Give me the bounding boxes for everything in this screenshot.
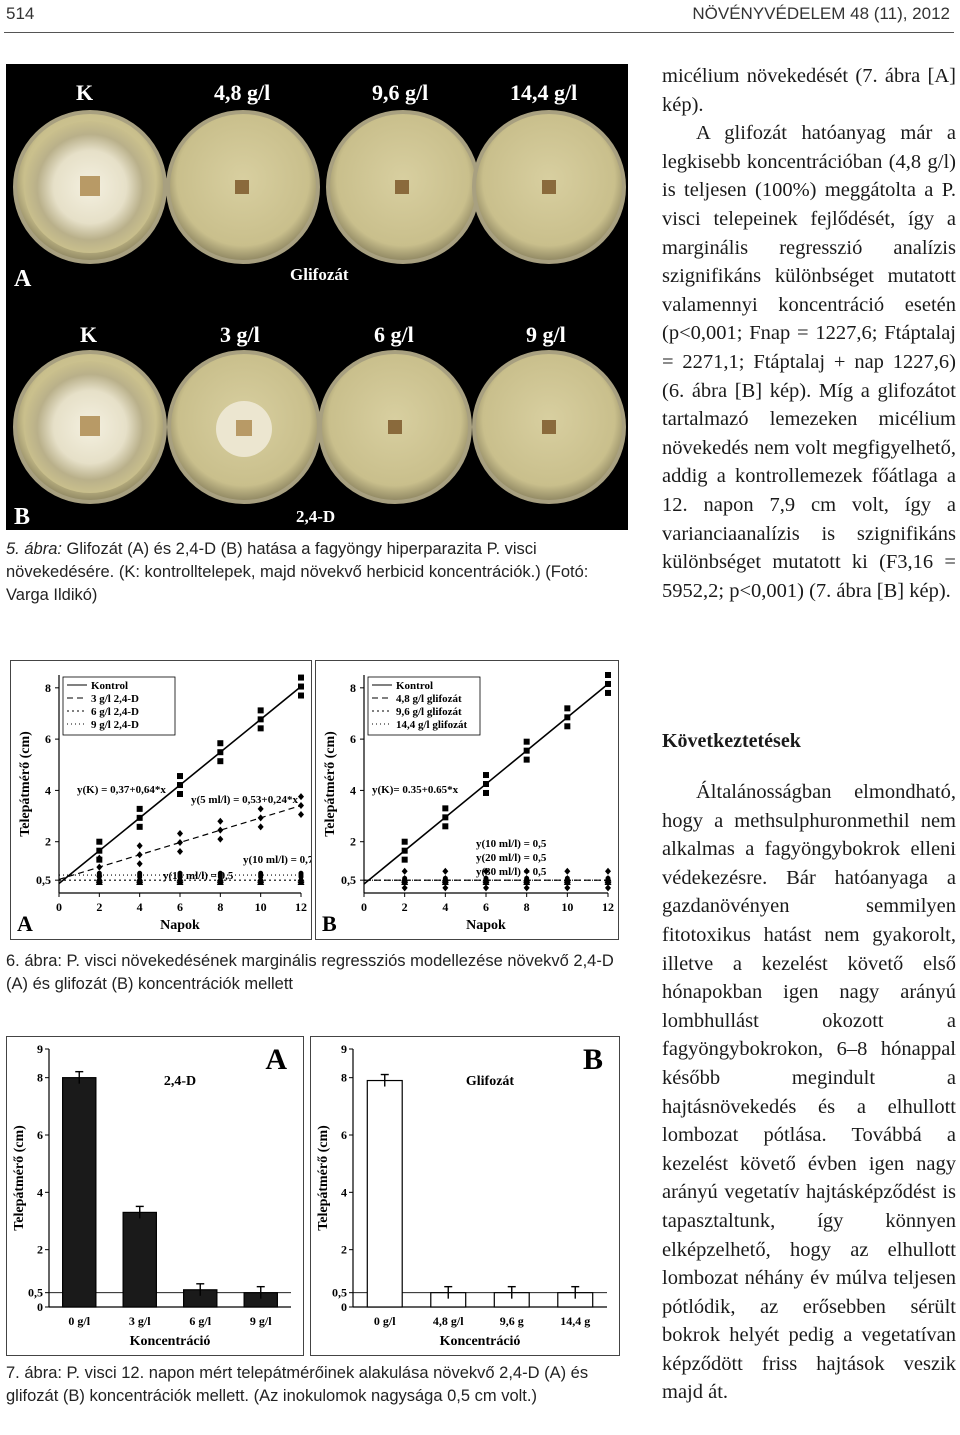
data-point — [258, 805, 264, 812]
panel-label: B — [582, 1043, 603, 1076]
data-point — [605, 884, 611, 891]
y-tick-label: 8 — [350, 680, 356, 695]
data-point — [483, 884, 489, 891]
data-point — [217, 827, 223, 834]
data-point — [177, 773, 183, 779]
x-tick-label: 6 — [177, 900, 183, 914]
data-point — [298, 811, 304, 818]
x-tick-label: 0 — [56, 900, 62, 914]
legend-label: 9 g/l 2,4-D — [91, 719, 139, 731]
panel-label: B — [322, 911, 337, 936]
x-tick-label: 2 — [401, 900, 408, 914]
data-point — [96, 839, 102, 845]
y-tick-label: 0,5 — [341, 873, 356, 888]
row-b-label-1: 3 g/l — [220, 322, 260, 347]
petri-dish-photo — [6, 64, 628, 530]
row-a-label-2: 9,6 g/l — [372, 80, 429, 105]
y-tick-label: 0,5 — [28, 1285, 43, 1300]
row-a-title: Glifozát — [290, 265, 349, 284]
data-point — [137, 871, 142, 876]
chart-title: Glifozát — [465, 1074, 515, 1089]
chart-title: 2,4-D — [163, 1074, 197, 1089]
data-point — [442, 814, 448, 820]
y-tick-label: 2 — [45, 834, 51, 849]
row-a-label-3: 14,4 g/l — [510, 80, 578, 105]
data-point — [483, 790, 489, 796]
row-b-label-0: K — [80, 322, 98, 347]
data-point — [258, 716, 264, 722]
equation-label: y(10 ml/l) = 0,5 — [476, 838, 547, 850]
x-tick-label: 4 — [442, 900, 449, 914]
x-tick-label: 4 — [136, 900, 143, 914]
data-point — [96, 864, 102, 871]
legend-label: 4,8 g/l glifozát — [396, 693, 462, 705]
data-point — [483, 772, 489, 778]
bar-chart-a — [6, 1036, 304, 1356]
y-tick-label: 2 — [37, 1242, 43, 1257]
panel-label: A — [265, 1043, 287, 1076]
legend-label: 9,6 g/l glifozát — [396, 706, 462, 718]
data-point — [137, 815, 143, 821]
y-tick-label: 6 — [45, 732, 51, 747]
data-point — [564, 705, 570, 711]
x-tick-label: 6 g/l — [189, 1314, 212, 1328]
data-point — [605, 868, 611, 875]
bar — [123, 1212, 156, 1307]
row-b-label-3: 9 g/l — [526, 322, 566, 347]
legend-label: 3 g/l 2,4-D — [91, 693, 139, 705]
data-point — [177, 782, 183, 788]
paragraph-1: micélium növekedését (7. ábra [A] kép). — [662, 65, 956, 116]
paragraph-3: Általánosságban elmondható, hogy a methsulphuronmethil nem alkalmas a fagyöngybokrok elleni védekezésre. Bár hatóanyaga a gazdanövényen semmilyen fitotoxikus hatást nem gyakorolt, illetve a kezelést követő első hónapokban igen nagy arányú lombhullást okozott a fagyöngybokrokon, 6–8 hónappal később megindult a hajtásnövekedés és a elhullott lombozat pótlása. Továbbá a kezelést követő évben igen nagy arányú vegetatív hajtásképződést is tapasztaltunk, így könnyen elképzelhető, hogy az elhullott lombozat néhány év múlva teljesen pótlódik, az erősebben sérült bokrok helyét pedig a vegetatívan képződött friss hajtások veszik majd át. — [662, 781, 956, 1404]
data-point — [298, 684, 304, 690]
x-tick-label: 6 — [483, 900, 489, 914]
data-point — [298, 675, 304, 681]
data-point — [442, 823, 448, 829]
data-point — [402, 848, 408, 854]
y-axis-label: Telepátmérő (cm) — [316, 1125, 331, 1231]
y-tick-label: 6 — [37, 1128, 43, 1142]
data-point — [97, 871, 102, 876]
bar — [63, 1078, 96, 1307]
row-a-label-0: K — [76, 80, 94, 105]
y-axis-label: Telepátmérő (cm) — [323, 731, 338, 837]
data-point — [217, 740, 223, 746]
equation-label: y(K)= 0.35+0.65*x — [372, 784, 459, 796]
x-tick-label: 0 — [361, 900, 367, 914]
legend-label: Kontrol — [396, 680, 434, 692]
x-tick-label: 14,4 g — [560, 1314, 591, 1328]
data-point — [258, 871, 263, 876]
data-point — [177, 848, 183, 855]
equation-label: y(5 ml/l) = 0,53+0,24*x — [191, 794, 298, 806]
legend — [63, 677, 175, 735]
legend-label: Kontrol — [91, 680, 129, 692]
row-b-dishes — [15, 352, 624, 502]
y-axis-label: Telepátmérő (cm) — [12, 1125, 27, 1231]
figure5-caption: 5. ábra: Glifozát (A) és 2,4-D (B) hatása a fagyöngy hiperparazita P. visci növekedésére. (K: kontrolltelepek, majd növekvő herbicid koncentrációk.) (Fotó: Varga Ildikó) — [6, 540, 589, 604]
data-point — [402, 868, 408, 875]
y-tick-label: 0,5 — [36, 873, 51, 888]
data-point — [442, 884, 448, 891]
data-point — [402, 857, 408, 863]
x-tick-label: 10 — [254, 900, 267, 914]
data-point — [137, 806, 143, 812]
x-tick-label: 12 — [295, 900, 307, 914]
y-tick-label: 9 — [37, 1042, 43, 1056]
data-point — [605, 690, 611, 696]
y-tick-label: 0 — [37, 1300, 43, 1314]
figure7-caption: 7. ábra: P. visci 12. napon mért telepátmérőinek alakulása növekvő 2,4-D (A) és glifozát (B) koncentrációk mellett. (Az inokulomok nagysága 0,5 cm volt.) — [6, 1364, 589, 1405]
y-tick-label: 2 — [350, 834, 356, 849]
regression-chart-a — [10, 660, 312, 940]
y-axis-label: Telepátmérő (cm) — [18, 731, 33, 837]
y-tick-label: 8 — [37, 1070, 43, 1085]
data-point — [177, 830, 183, 837]
x-tick-label: 12 — [602, 900, 614, 914]
figure6-caption: 6. ábra: P. visci növekedésének marginális regressziós modellezése növekvő 2,4-D (A) és glifozát (B) koncentrációk mellett — [6, 952, 614, 993]
data-point — [217, 749, 223, 755]
data-point — [564, 884, 570, 891]
legend-label: 6 g/l 2,4-D — [91, 706, 139, 718]
y-tick-label: 4 — [341, 1185, 347, 1200]
equation-label: y(20 ml/l) = 0,5 — [476, 852, 547, 864]
equation-label: y(K) = 0,37+0,64*x — [77, 784, 166, 796]
data-point — [402, 884, 408, 891]
data-point — [605, 681, 611, 687]
x-tick-label: 8 — [523, 900, 530, 914]
x-tick-label: 10 — [561, 900, 574, 914]
data-point — [258, 823, 264, 830]
data-point — [442, 868, 448, 875]
regression-chart-b — [315, 660, 619, 940]
x-axis-label: Napok — [466, 918, 506, 933]
data-point — [217, 836, 223, 843]
y-tick-label: 4 — [45, 783, 51, 798]
column-text-bottom — [662, 778, 956, 1407]
x-tick-label: 0 g/l — [68, 1314, 91, 1328]
header-rule — [4, 32, 954, 33]
data-point — [177, 791, 183, 797]
data-point — [258, 707, 264, 713]
bar-chart-b — [310, 1036, 620, 1356]
data-point — [524, 884, 530, 891]
data-point — [606, 876, 611, 881]
bar — [367, 1081, 402, 1307]
data-point — [298, 693, 304, 699]
x-tick-label: 3 g/l — [128, 1314, 151, 1328]
panel-label: A — [17, 911, 33, 936]
data-point — [605, 672, 611, 678]
data-point — [564, 868, 570, 875]
x-axis-label: Napok — [160, 918, 200, 933]
data-point — [299, 871, 304, 876]
x-axis-label: Koncentráció — [439, 1334, 521, 1349]
data-point — [402, 876, 407, 881]
y-tick-label: 6 — [341, 1128, 347, 1142]
x-tick-label: 2 — [96, 900, 103, 914]
x-tick-label: 9 g/l — [249, 1314, 272, 1328]
data-point — [298, 802, 304, 809]
row-b-panel: B — [14, 504, 31, 530]
data-point — [524, 748, 530, 754]
data-point — [137, 824, 143, 830]
row-a-label-1: 4,8 g/l — [214, 80, 271, 105]
y-tick-label: 6 — [350, 732, 356, 747]
data-point — [524, 739, 530, 745]
data-point — [442, 805, 448, 811]
row-a-panel: A — [14, 266, 32, 292]
row-b-label-2: 6 g/l — [374, 322, 414, 347]
data-point — [137, 860, 143, 867]
data-point — [177, 839, 183, 846]
y-tick-label: 9 — [341, 1042, 347, 1056]
x-tick-label: 8 — [217, 900, 224, 914]
data-point — [258, 725, 264, 731]
data-point — [96, 848, 102, 854]
x-axis-label: Koncentráció — [129, 1334, 211, 1349]
y-tick-label: 4 — [350, 783, 356, 798]
equation-label: y(30 ml/l) = 0,5 — [476, 866, 547, 878]
page-number: 514 — [6, 4, 35, 23]
paragraph-2: A glifozát hatóanyag már a legkisebb koncentrációban (4,8 g/l) is teljesen (100%) meggátolta a P. visci telepeinek fejlődését, így a marginális regresszió analízis szignifikáns különbséget mutatott valamennyi koncentráció esetén (p<0,001; Fnap = 1227,6; Ftáptalaj = 2271,1; Ftáptalaj + nap 1227,6) (6. ábra [B] kép). Míg a glifozátot tartalmazó lemezeken micélium növekedés nem volt megfigyelhető, addig a kontrollemezek főátlaga a 12. napon 7,9 cm volt, így a varianciaanalízis is szignifikáns különbséget mutatott ki (F3,16 = 5952,2; p<0,001) (7. ábra [B] kép). — [662, 122, 956, 602]
data-point — [524, 757, 530, 763]
data-point — [137, 851, 143, 858]
row-b-title: 2,4-D — [296, 507, 336, 526]
equation-label: y(10 ml/l) = 0,7 — [243, 854, 311, 866]
row-a-dishes — [15, 112, 624, 262]
equation-label: y(15 ml/l) = 0,5 — [163, 870, 234, 882]
x-tick-label: 9,6 g — [499, 1314, 524, 1328]
x-tick-label: 0 g/l — [373, 1314, 396, 1328]
y-tick-label: 0 — [341, 1300, 347, 1314]
y-tick-label: 2 — [341, 1242, 347, 1257]
data-point — [217, 818, 223, 825]
x-tick-label: 4,8 g/l — [432, 1314, 464, 1328]
data-point — [483, 781, 489, 787]
data-point — [402, 839, 408, 845]
data-point — [564, 723, 570, 729]
data-point — [443, 876, 448, 881]
column-text-top — [662, 62, 956, 605]
journal-header: NÖVÉNYVÉDELEM 48 (11), 2012 — [692, 4, 950, 23]
y-tick-label: 0,5 — [332, 1285, 347, 1300]
data-point — [298, 793, 304, 800]
y-tick-label: 8 — [341, 1070, 347, 1085]
data-point — [564, 714, 570, 720]
y-tick-label: 8 — [45, 680, 51, 695]
data-point — [137, 842, 143, 849]
data-point — [258, 814, 264, 821]
legend-label: 14,4 g/l glifozát — [396, 719, 468, 731]
data-point — [565, 876, 570, 881]
legend — [368, 677, 480, 735]
data-point — [217, 758, 223, 764]
section-heading: Következtetések — [662, 730, 801, 752]
y-tick-label: 4 — [37, 1185, 43, 1200]
